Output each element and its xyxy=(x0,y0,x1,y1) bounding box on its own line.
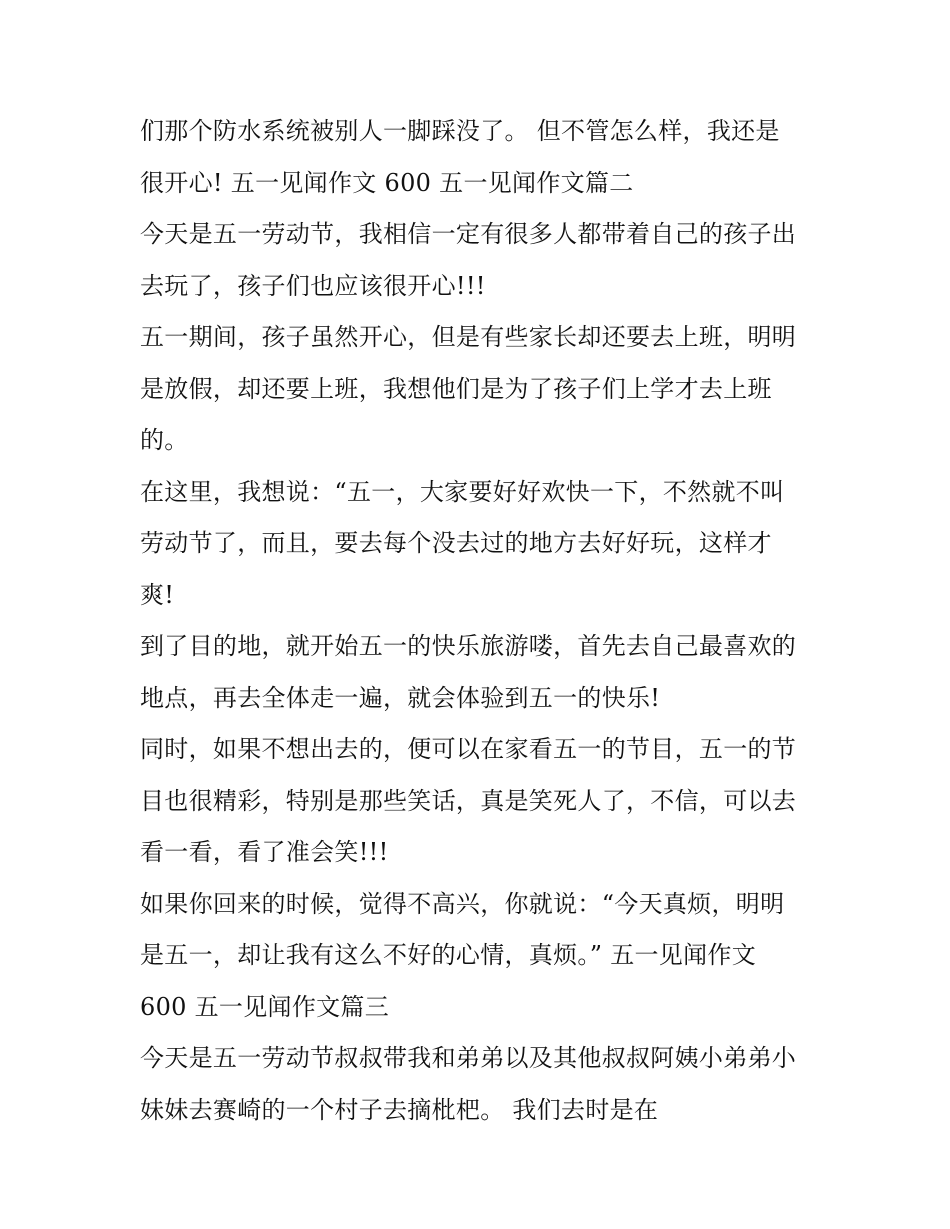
text-line: 们那个防水系统被别人一脚踩没了。 但不管怎么样，我还是 xyxy=(140,117,780,145)
text-line: 五一期间，孩子虽然开心，但是有些家长却还要去上班，明明 xyxy=(140,323,797,351)
document-body xyxy=(140,106,830,1136)
text-line: 是五一，却让我有这么不好的心情，真烦。” 五一见闻作文 xyxy=(140,941,756,969)
text-line: 同时，如果不想出去的，便可以在家看五一的节目，五一的节 xyxy=(140,735,797,763)
text-line: 是放假，却还要上班，我想他们是为了孩子们上学才去上班 xyxy=(140,374,772,403)
text-line: 很开心! 五一见闻作文 600 五一见闻作文篇二 xyxy=(140,168,634,197)
text-line: 劳动节了，而且，要去每个没去过的地方去好好玩，这样才 xyxy=(140,529,772,557)
text-line: 看一看，看了准会笑!!! xyxy=(140,838,389,866)
text-line: 在这里，我想说：“五一，大家要好好欢快一下，不然就不叫 xyxy=(140,477,785,506)
text-line: 妹妹去赛崎的一个村子去摘枇杷。 我们去时是在 xyxy=(140,1095,659,1124)
text-line: 今天是五一劳动节叔叔带我和弟弟以及其他叔叔阿姨小弟弟小 xyxy=(140,1044,797,1072)
text-line: 600 五一见闻作文篇三 xyxy=(140,992,390,1021)
text-line: 目也很精彩，特别是那些笑话，真是笑死人了，不信，可以去 xyxy=(140,786,797,815)
text-line: 如果你回来的时候，觉得不高兴，你就说：“今天真烦，明明 xyxy=(140,889,785,918)
text-line: 到了目的地，就开始五一的快乐旅游喽，首先去自己最喜欢的 xyxy=(140,632,797,660)
text-line: 地点，再去全体走一遍，就会体验到五一的快乐! xyxy=(140,683,661,712)
text-line: 去玩了，孩子们也应该很开心!!! xyxy=(140,271,486,300)
text-line: 今天是五一劳动节，我相信一定有很多人都带着自己的孩子出 xyxy=(140,220,797,248)
text-line: 爽! xyxy=(140,580,175,609)
text-line: 的。 xyxy=(140,426,189,454)
